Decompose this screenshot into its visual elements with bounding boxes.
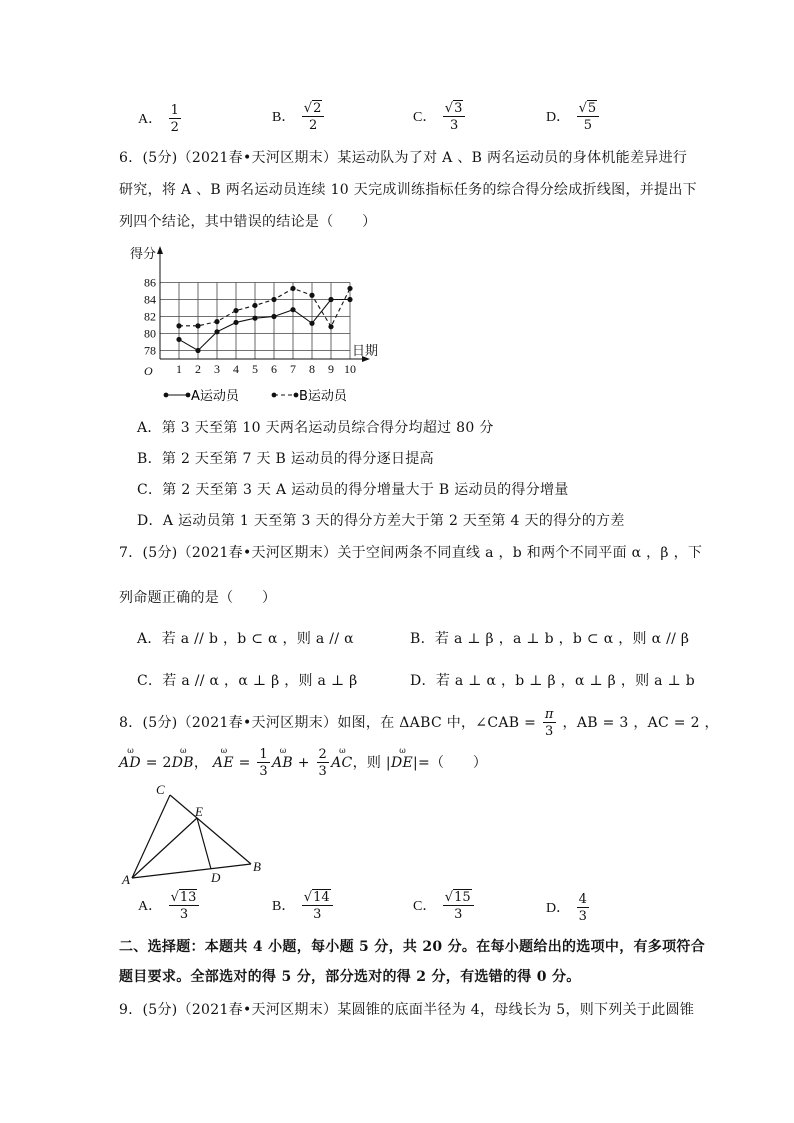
legend-label-a: A运动员 xyxy=(191,389,239,404)
q5-option-b: B． $\frac{√2}{2}$ xyxy=(272,102,326,132)
chart-series xyxy=(176,286,352,353)
x-tick-label-1: 1 xyxy=(176,362,182,376)
vector-db: ω DB xyxy=(172,755,194,771)
q5-c-den: 3 xyxy=(449,118,459,133)
x-tick-label-9: 9 xyxy=(328,362,334,376)
legend-dot-start-b xyxy=(272,393,277,398)
segment-ae xyxy=(132,818,197,878)
x-tick-label-10: 10 xyxy=(344,362,356,376)
series-b-point-6 xyxy=(271,297,276,302)
series-a-point-5 xyxy=(252,316,257,321)
q6-option-d: D．A 运动员第 1 天至第 3 天的得分方差大于第 2 天至第 4 天的得分的方差 xyxy=(137,513,625,529)
q5-a-num: 1 xyxy=(170,103,179,118)
vector-ab: ω AB xyxy=(272,755,293,771)
q7-stem-line1: 7．(5分)（2021春•天河区期末）关于空间两条不同直线 a ，b 和两个不同平面 α ，β ，下 xyxy=(119,545,703,561)
y-tick-label-84: 84 xyxy=(144,292,156,307)
series-a-point-7 xyxy=(290,307,295,312)
x-tick-label-4: 4 xyxy=(233,362,239,376)
x-tick-label-7: 7 xyxy=(290,362,296,376)
side-ac xyxy=(132,795,170,878)
series-b-point-4 xyxy=(233,308,238,313)
q8-stem-line1: 8．(5分)（2021春•天河区期末）如图，在 ΔABC 中，∠CAB = $\frac{\pi}{3}$ ，AB = 3 ，AC = 2 ， xyxy=(119,707,719,739)
q9-stem-line1: 9．(5分)（2021春•天河区期末）某圆锥的底面半径为 4，母线长为 5，则下列关于此圆锥 xyxy=(119,1002,695,1018)
vector-de: ω DE xyxy=(391,755,413,771)
q6-stem-line3: 列四个结论，其中错误的结论是（ ） xyxy=(119,214,377,230)
series-a-point-8 xyxy=(309,321,314,326)
q5-b-den: 2 xyxy=(308,118,318,133)
x-tick-label-5: 5 xyxy=(252,362,258,376)
origin-label: O xyxy=(144,364,153,378)
q6-option-b: B．第 2 天至第 7 天 B 运动员的得分逐日提高 xyxy=(137,451,434,467)
q7-stem-line2: 列命题正确的是（ ） xyxy=(119,590,277,606)
y-axis-arrow xyxy=(157,246,163,254)
chart-legend xyxy=(164,388,348,404)
q7-option-b: B．若 a ⊥ β ，a ⊥ b ，b ⊂ α ，则 α // β xyxy=(410,631,690,647)
x-tick-label-8: 8 xyxy=(309,362,315,376)
series-line-a xyxy=(179,300,350,351)
label-a: A xyxy=(122,872,130,887)
q5-option-c: C． $\frac{√3}{3}$ xyxy=(413,102,467,132)
chart-labels xyxy=(130,247,378,378)
side-ab xyxy=(132,864,251,878)
y-tick-label-86: 86 xyxy=(144,275,156,290)
legend-dot-end-a xyxy=(186,393,191,398)
y-tick-label-78: 78 xyxy=(144,343,156,358)
vector-ac: ω AC xyxy=(331,755,352,771)
q7-option-a: A．若 a // b ，b ⊂ α ，则 a // α xyxy=(137,631,354,647)
q7-option-d: D．若 a ⊥ α ，b ⊥ β ，α ⊥ β ，则 a ⊥ b xyxy=(410,673,696,689)
y-tick-label-82: 82 xyxy=(144,309,156,324)
q5-b-num: 2 xyxy=(313,101,322,116)
section2-heading-line1: 二、选择题：本题共 4 小题，每小题 5 分，共 20 分。在每小题给出的选项中，有多项符合 xyxy=(119,939,706,955)
q5-d-num: 5 xyxy=(587,101,597,116)
series-b-point-2 xyxy=(195,323,200,328)
label-c: C xyxy=(156,782,165,797)
q5-option-a: A． $\frac{1}{2}$ xyxy=(138,103,179,135)
q6-stem-line1: 6．(5分)（2021春•天河区期末）某运动队为了对 A 、B 两名运动员的身体机能差异进行 xyxy=(119,150,688,166)
q7-option-c: C．若 a // α ，α ⊥ β ，则 a ⊥ β xyxy=(137,673,358,689)
legend-label-b: B运动员 xyxy=(299,389,347,404)
chart-axes xyxy=(157,246,370,362)
series-a-point-10 xyxy=(347,297,352,302)
legend-dot-start-a xyxy=(164,393,169,398)
series-a-point-6 xyxy=(271,314,276,319)
series-b-point-7 xyxy=(290,286,295,291)
y-axis-title: 得分 xyxy=(130,247,157,262)
label-b: B xyxy=(253,859,261,874)
legend-dot-end-b xyxy=(294,393,299,398)
series-b-point-5 xyxy=(252,303,257,308)
q5-d-den: 5 xyxy=(583,118,592,133)
series-a-point-4 xyxy=(233,320,238,325)
series-a-point-2 xyxy=(195,348,200,353)
q5-option-d: D． $\frac{√5}{5}$ xyxy=(546,102,601,132)
x-axis-title: 日期 xyxy=(352,344,379,359)
x-tick-label-3: 3 xyxy=(214,362,220,376)
section2-heading-line2: 题目要求。全部选对的得 5 分，部分选对的得 2 分，有选错的得 0 分。 xyxy=(119,969,581,985)
q5-c-num: 3 xyxy=(454,101,463,116)
segment-ed xyxy=(197,818,211,869)
series-b-point-10 xyxy=(347,286,352,291)
vector-ae: ω AE xyxy=(213,755,234,771)
x-tick-label-2: 2 xyxy=(195,362,201,376)
series-a-point-9 xyxy=(328,297,333,302)
q8-stem-line2: ω AD = 2ω DB， ω AE = $\frac{1}{3}$ ω AB + $\frac{2}{3}$ ω AC，则 |ω DE|=（ ） xyxy=(119,748,487,778)
q8-option-a: A． $\frac{√13}{3}$ xyxy=(138,891,201,921)
side-cb xyxy=(170,795,251,864)
q8-option-d: D． $\frac{4}{3}$ xyxy=(546,892,587,924)
series-b-point-8 xyxy=(309,293,314,298)
q8-triangle-figure xyxy=(118,778,278,890)
label-e: E xyxy=(195,804,203,819)
series-a-point-1 xyxy=(176,337,181,342)
series-a-point-3 xyxy=(214,329,219,334)
q5-a-den: 2 xyxy=(170,120,179,135)
series-b-point-1 xyxy=(176,323,181,328)
label-d: D xyxy=(211,870,221,885)
y-tick-label-80: 80 xyxy=(144,326,156,341)
q8-option-c: C． $\frac{√15}{3}$ xyxy=(413,891,476,921)
q6-stem-line2: 研究，将 A 、B 两名运动员连续 10 天完成训练指标任务的综合得分绘成折线图，并提出下 xyxy=(119,182,697,198)
x-tick-label-6: 6 xyxy=(271,362,277,376)
vector-ad: ω AD xyxy=(119,755,141,771)
q6-option-a: A．第 3 天至第 10 天两名运动员综合得分均超过 80 分 xyxy=(137,420,494,436)
series-b-point-3 xyxy=(214,319,219,324)
series-b-point-9 xyxy=(328,324,333,329)
q6-option-c: C．第 2 天至第 3 天 A 运动员的得分增量大于 B 运动员的得分增量 xyxy=(137,482,569,498)
q8-option-b: B． $\frac{√14}{3}$ xyxy=(272,891,335,921)
q6-line-chart xyxy=(118,240,408,410)
